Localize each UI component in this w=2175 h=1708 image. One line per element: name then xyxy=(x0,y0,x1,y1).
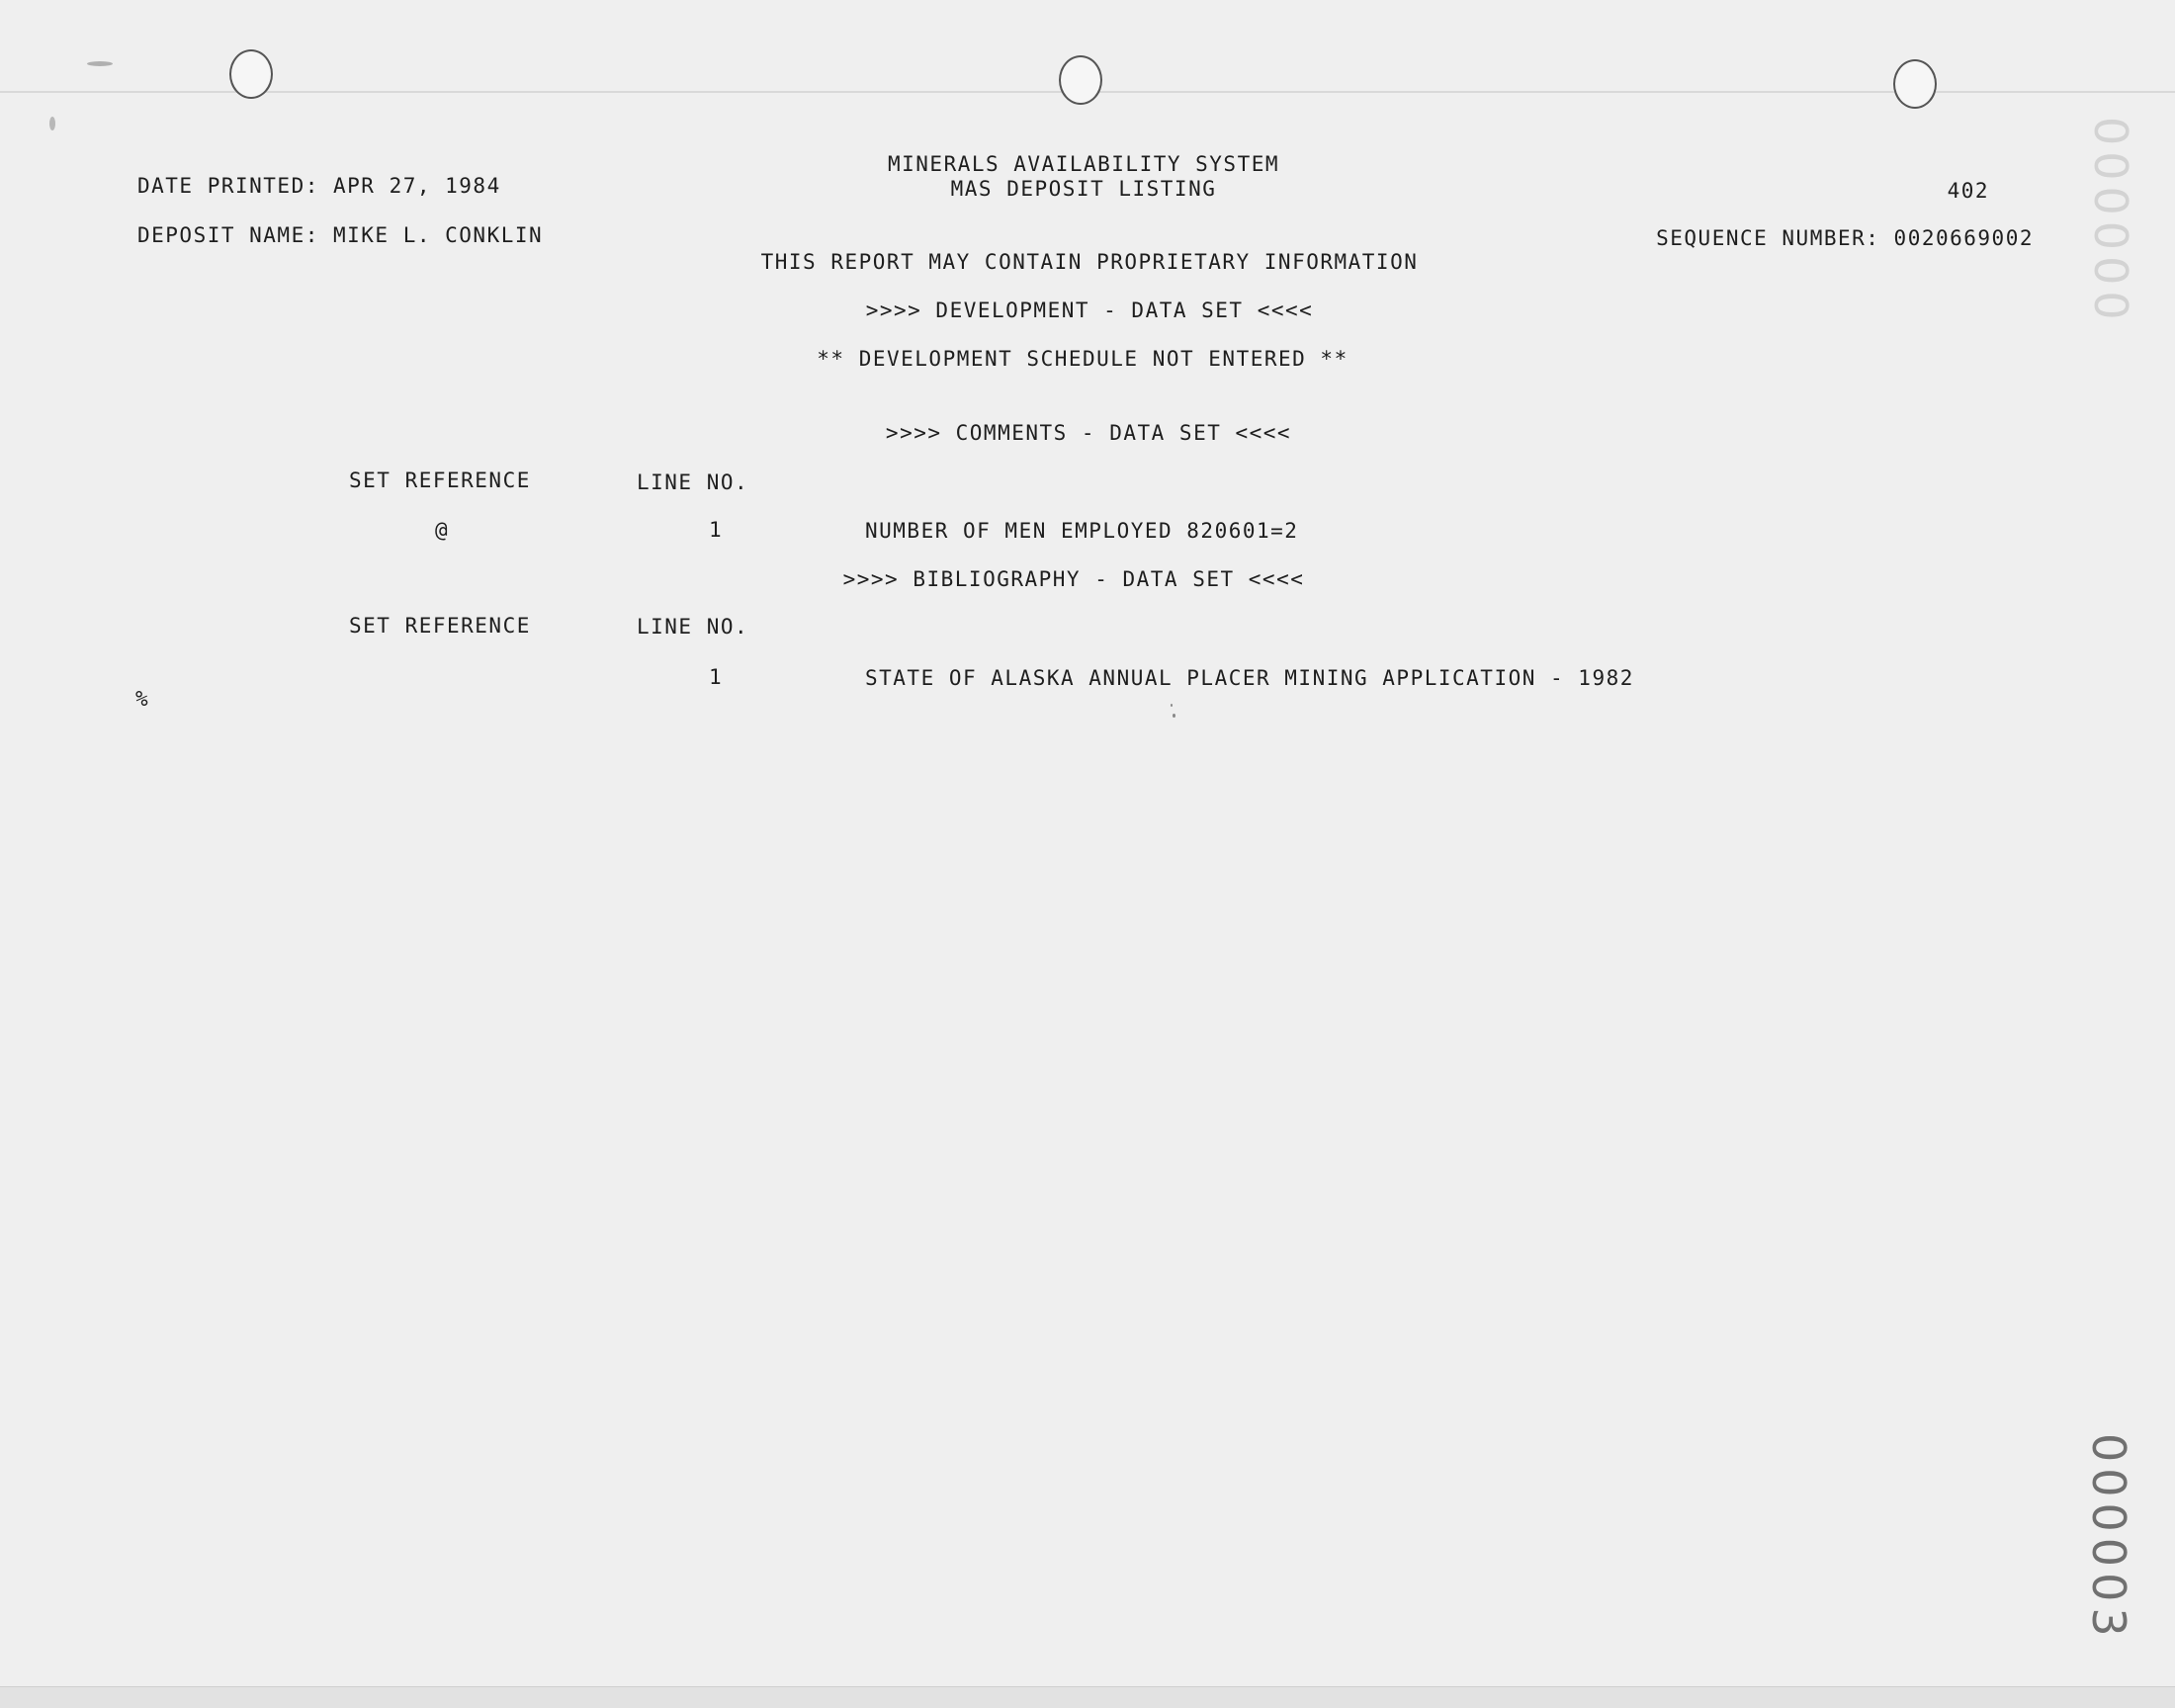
comments-heading: >>>> COMMENTS - DATA SET <<<< xyxy=(885,421,1292,445)
scan-speck xyxy=(87,61,113,66)
margin-stamp-top: 000000 xyxy=(2084,117,2137,326)
system-title: MINERALS AVAILABILITY SYSTEM xyxy=(887,152,1280,176)
listing-title: MAS DEPOSIT LISTING xyxy=(950,177,1217,201)
punch-hole-center xyxy=(1059,55,1102,105)
footer-mark: % xyxy=(135,687,150,711)
bibliography-row-line-no: 1 xyxy=(709,665,724,689)
deposit-name: DEPOSIT NAME: MIKE L. CONKLIN xyxy=(137,223,544,247)
sequence-number: SEQUENCE NUMBER: 0020669002 xyxy=(1656,226,2034,250)
bibliography-col-set-reference: SET REFERENCE xyxy=(349,614,531,638)
margin-stamp-bottom: 000003 xyxy=(2082,1433,2135,1643)
proprietary-notice: THIS REPORT MAY CONTAIN PROPRIETARY INFORMATION xyxy=(760,250,1419,274)
page-number: 402 xyxy=(1947,179,1989,203)
comments-row-line-no: 1 xyxy=(709,518,724,542)
punch-hole-left xyxy=(229,49,273,99)
comments-col-line-no: LINE NO. xyxy=(637,470,749,494)
scan-speck xyxy=(49,117,55,130)
date-printed: DATE PRINTED: APR 27, 1984 xyxy=(137,174,501,198)
development-heading: >>>> DEVELOPMENT - DATA SET <<<< xyxy=(865,299,1314,322)
page-bottom-edge xyxy=(0,1686,2175,1708)
punch-hole-right xyxy=(1893,59,1937,109)
comments-col-set-reference: SET REFERENCE xyxy=(349,469,531,492)
comments-row-text: NUMBER OF MEN EMPLOYED 820601=2 xyxy=(865,519,1299,543)
scan-speck xyxy=(1173,714,1175,718)
bibliography-heading: >>>> BIBLIOGRAPHY - DATA SET <<<< xyxy=(842,567,1305,591)
bibliography-col-line-no: LINE NO. xyxy=(637,615,749,639)
comments-row-set-reference: @ xyxy=(435,518,450,542)
bibliography-row-text: STATE OF ALASKA ANNUAL PLACER MINING APPLICATION - 1982 xyxy=(865,666,1634,690)
scan-speck xyxy=(1171,704,1173,707)
development-note: ** DEVELOPMENT SCHEDULE NOT ENTERED ** xyxy=(817,347,1348,371)
